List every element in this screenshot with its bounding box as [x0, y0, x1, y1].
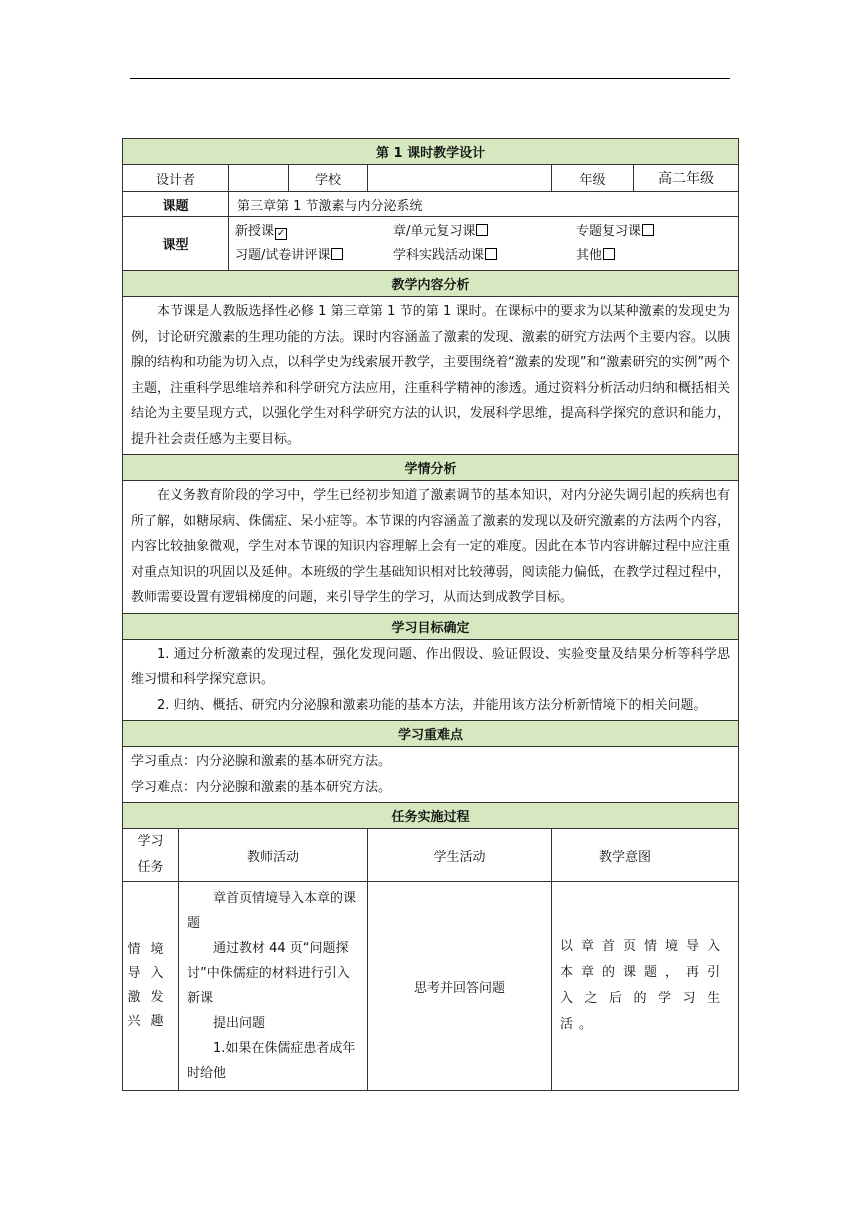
column-header-student: 学生活动	[368, 829, 552, 882]
lesson-type-option[interactable]: 学科实践活动课	[393, 245, 576, 266]
student-analysis-heading: 学情分析	[123, 455, 739, 481]
teacher-activity-line: 1.如果在侏儒症患者成年时给他	[187, 1041, 356, 1081]
teacher-activity-line: 通过教材 44 页“问题探讨”中侏儒症的材料进行引入新课	[187, 941, 350, 1006]
lesson-type-options	[229, 217, 739, 271]
objective-item: 2. 归纳、概括、研究内分泌腺和激素功能的基本方法，并能用该方法分析新情境下的相关问题。	[157, 697, 707, 713]
teacher-activity-line: 提出问题	[213, 1016, 266, 1031]
lesson-type-option[interactable]: 专题复习课	[576, 221, 716, 242]
topic-label: 课题	[123, 192, 229, 217]
column-header-intent: 教学意图	[552, 829, 739, 882]
student-analysis-body	[123, 481, 739, 614]
lesson-type-label: 课型	[123, 217, 229, 271]
lesson-type-option[interactable]: 章/单元复习课	[393, 221, 576, 242]
school-value	[368, 165, 552, 192]
header-rule	[130, 78, 730, 79]
school-label: 学校	[289, 165, 368, 192]
lesson-type-option[interactable]: 新授课 ✓	[235, 224, 286, 239]
task-cell: 情境导入激发兴趣	[123, 882, 179, 1091]
topic-value: 第三章第 1 节激素与内分泌系统	[229, 192, 739, 217]
column-header-task: 学习任务	[123, 829, 179, 882]
column-header-teacher: 教师活动	[179, 829, 368, 882]
grade-value: 高二年级	[634, 165, 739, 192]
objectives-heading: 学习目标确定	[123, 613, 739, 639]
checkbox-icon[interactable]	[485, 248, 497, 260]
lesson-type-option[interactable]: 习题/试卷讲评课	[235, 245, 393, 266]
checkbox-icon[interactable]	[331, 248, 343, 260]
designer-value	[229, 165, 289, 192]
key-point-difficulty: 学习难点：内分泌腺和激素的基本研究方法。	[131, 779, 392, 795]
intent-cell: 以章首页情境导入本章的课题，再引入之后的学习生活。	[552, 882, 739, 1091]
student-analysis-text: 在义务教育阶段的学习中，学生已经初步知道了激素调节的基本知识，对内分泌失调引起的疾病也有所了解，如糖尿病、侏儒症、呆小症等。本节课的内容涵盖了激素的发现以及研究激素的方法两个内容，内容比较抽象微观，学生对本节课的知识内容理解上会有一定的难度。因此在本节内容讲解过程中应注重对重点知识的巩固以及延伸。本班级的学生基础知识相对比较薄弱，阅读能力偏低，在教学过程过程中，教师需要设置有逻辑梯度的问题，来引导学生的学习，从而达到成教学目标。	[131, 488, 731, 605]
checkbox-icon[interactable]	[642, 224, 654, 236]
student-activity-cell: 思考并回答问题	[368, 882, 552, 1091]
lesson-type-option[interactable]: 其他	[576, 245, 716, 266]
grade-label: 年级	[552, 165, 634, 192]
content-analysis-body	[123, 297, 739, 455]
teacher-activity-cell	[179, 882, 368, 1091]
checkbox-icon[interactable]	[603, 248, 615, 260]
objective-item: 1. 通过分析激素的发现过程，强化发现问题、作出假设、验证假设、实验变量及结果分析等科学思维习惯和科学探究意识。	[131, 646, 731, 687]
key-point-focus: 学习重点：内分泌腺和激素的基本研究方法。	[131, 754, 392, 769]
content-analysis-heading: 教学内容分析	[123, 271, 739, 297]
objectives-body	[123, 639, 739, 721]
designer-label: 设计者	[123, 165, 229, 192]
key-points-body	[123, 747, 739, 803]
process-heading: 任务实施过程	[123, 803, 739, 829]
content-analysis-text: 本节课是人教版选择性必修 1 第三章第 1 节的第 1 课时。在课标中的要求为以某种激素的发现史为例，讨论研究激素的生理功能的方法。课时内容涵盖了激素的发现、激素的研究方法两个主要内容。以胰腺的结构和功能为切入点，以科学史为线索展开教学，主要围绕着“激素的发现”和“激素研究的实例”两个主题，注重科学思维培养和科学研究方法应用，注重科学精神的渗透。通过资料分析活动归纳和概括相关结论为主要呈现方式，以强化学生对科学研究方法的认识，发展科学思维，提高科学探究的意识和能力，提升社会责任感为主要目标。	[131, 304, 731, 447]
checkbox-checked-icon[interactable]: ✓	[276, 228, 286, 239]
checkbox-icon[interactable]	[476, 224, 488, 236]
page-title: 第 1 课时教学设计	[123, 139, 739, 165]
teacher-activity-line: 章首页情境导入本章的课题	[187, 891, 357, 931]
key-points-heading: 学习重难点	[123, 721, 739, 747]
lesson-plan-table	[122, 138, 739, 1091]
